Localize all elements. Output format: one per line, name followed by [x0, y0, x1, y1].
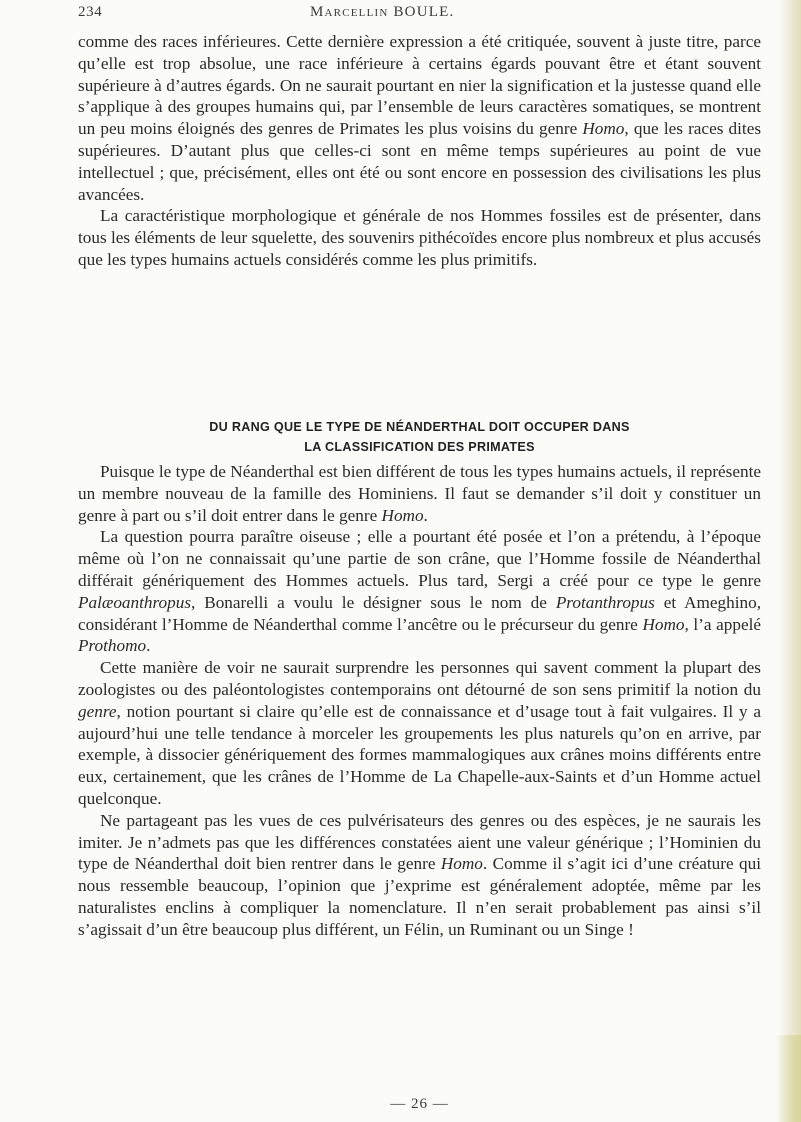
running-head-title: Marcellin BOULE.: [310, 4, 455, 20]
page-edge-shadow: [779, 0, 801, 1122]
paragraph: Cette manière de voir ne saurait surprendre les personnes qui savent comment la plupart des zoologistes ou des paléontologistes contemporains ont détourné de son sens primitif la notion du genre, notion pourtant si claire qu’elle est de connaissance et d’usage tout à fait vulgaires. Il y a aujourd’hui une telle tendance à morceler les groupements les plus naturels qu’on en arrive, par exemple, à dissocier génériquement des formes mammalogiques aux crânes moins différents entre eux, certainement, que les crânes de l’Homme de La Chapelle-aux-Saints et d’un Homme actuel quelconque.: [78, 658, 761, 808]
section-heading-line: DU RANG QUE LE TYPE DE NÉANDERTHAL DOIT OCCUPER DANS: [209, 420, 630, 434]
paragraph: Puisque le type de Néanderthal est bien différent de tous les types humains actuels, il représente un membre nouveau de la famille des Hominiens. Il faut se demander s’il doit y constituer un genre à part ou s’il doit entrer dans le genre Homo.: [78, 462, 761, 525]
running-header: [78, 4, 761, 28]
paragraph: comme des races inférieures. Cette dernière expression a été critiquée, souvent à juste titre, parce qu’elle est trop absolue, une race inférieure à certains égards pouvant être et étant souvent supérieure à d’autres égards. On ne saurait pourtant en nier la signification et la justesse quand elle s’applique à des groupes humains qui, par l’ensemble de leurs caractères somatiques, se montrent un peu moins éloignés des genres de Primates les plus voisins du genre Homo, que les races dites supérieures. D’autant plus que celles-ci sont en même temps supérieures au point de vue intellectuel ; que, précisément, elles ont été ou sont encore en possession des civilisations les plus avancées.: [78, 32, 762, 204]
intro-text: [78, 31, 761, 271]
section-heading: [78, 417, 761, 457]
paragraph: La caractéristique morphologique et générale de nos Hommes fossiles est de présenter, dans tous les éléments de leur squelette, des souvenirs pithécoïdes encore plus nombreux et plus accusés que les types humains actuels considérés comme les plus primitifs.: [78, 206, 761, 269]
section-heading-line: LA CLASSIFICATION DES PRIMATES: [304, 440, 535, 454]
section-text: [78, 461, 761, 941]
page-number: 234: [78, 4, 103, 20]
page-edge-stain: [775, 1035, 801, 1122]
paragraph: La question pourra paraître oiseuse ; elle a pourtant été posée et l’on a prétendu, à l’époque même où l’on ne connaissait qu’une partie de son crâne, que l’Homme fossile de Néanderthal différait génériquement des Hommes actuels. Plus tard, Sergi a créé pour ce type le genre Palæoanthropus, Bonarelli a voulu le désigner sous le nom de Protanthropus et Ameghino, considérant l’Homme de Néanderthal comme l’ancêtre ou le précurseur du genre Homo, l’a appelé Prothomo.: [78, 527, 761, 656]
page-folio: — 26 —: [390, 1096, 449, 1112]
paragraph: Ne partageant pas les vues de ces pulvérisateurs des genres ou des espèces, je ne saurais les imiter. Je n’admets pas que les différences constatées aient une valeur générique ; l’Hominien du type de Néanderthal doit bien rentrer dans le genre Homo. Comme il s’agit ici d’une créature qui nous ressemble beaucoup, l’opinion que j’exprime est généralement adoptée, même par les naturalistes enclins à compliquer la nomenclature. Il n’en serait probablement pas ainsi s’il s’agissait d’un être beaucoup plus différent, un Félin, un Ruminant ou un Singe !: [78, 810, 761, 939]
